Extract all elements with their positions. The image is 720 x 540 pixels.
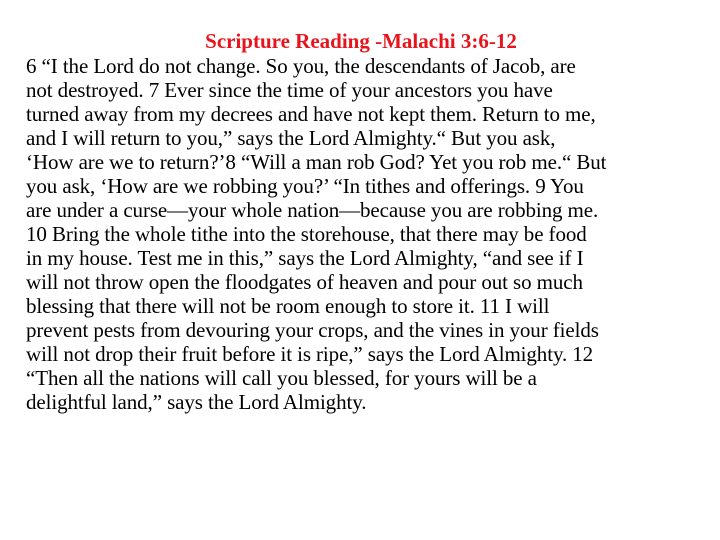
passage-line: not destroyed. 7 Ever since the time of your ancestors you have bbox=[26, 78, 553, 102]
passage-line: you ask, ‘How are we robbing you?’ “In tithes and offerings. 9 You bbox=[26, 174, 584, 198]
passage-line: “Then all the nations will call you blessed, for yours will be a bbox=[26, 366, 537, 390]
passage-line: will not drop their fruit before it is ripe,” says the Lord Almighty. 12 bbox=[26, 342, 594, 366]
passage-line: delightful land,” says the Lord Almighty. bbox=[26, 390, 367, 414]
passage-line: turned away from my decrees and have not kept them. Return to me, bbox=[26, 102, 596, 126]
passage-line: will not throw open the floodgates of heaven and pour out so much bbox=[26, 270, 583, 294]
passage-line: and I will return to you,” says the Lord Almighty.“ But you ask, bbox=[26, 126, 556, 150]
passage-line: prevent pests from devouring your crops, and the vines in your fields bbox=[26, 318, 599, 342]
passage-line: ‘How are we to return?’8 “Will a man rob God? Yet you rob me.“ But bbox=[26, 150, 607, 174]
passage-line: 6 “I the Lord do not change. So you, the descendants of Jacob, are bbox=[26, 54, 576, 78]
passage-line: 10 Bring the whole tithe into the storehouse, that there may be food bbox=[26, 222, 587, 246]
scripture-passage bbox=[26, 54, 696, 414]
passage-line: in my house. Test me in this,” says the Lord Almighty, “and see if I bbox=[26, 246, 584, 270]
passage-line: are under a curse—your whole nation—because you are robbing me. bbox=[26, 198, 599, 222]
passage-line: blessing that there will not be room enough to store it. 11 I will bbox=[26, 294, 550, 318]
slide-title: Scripture Reading -Malachi 3:6-12 bbox=[205, 29, 517, 53]
